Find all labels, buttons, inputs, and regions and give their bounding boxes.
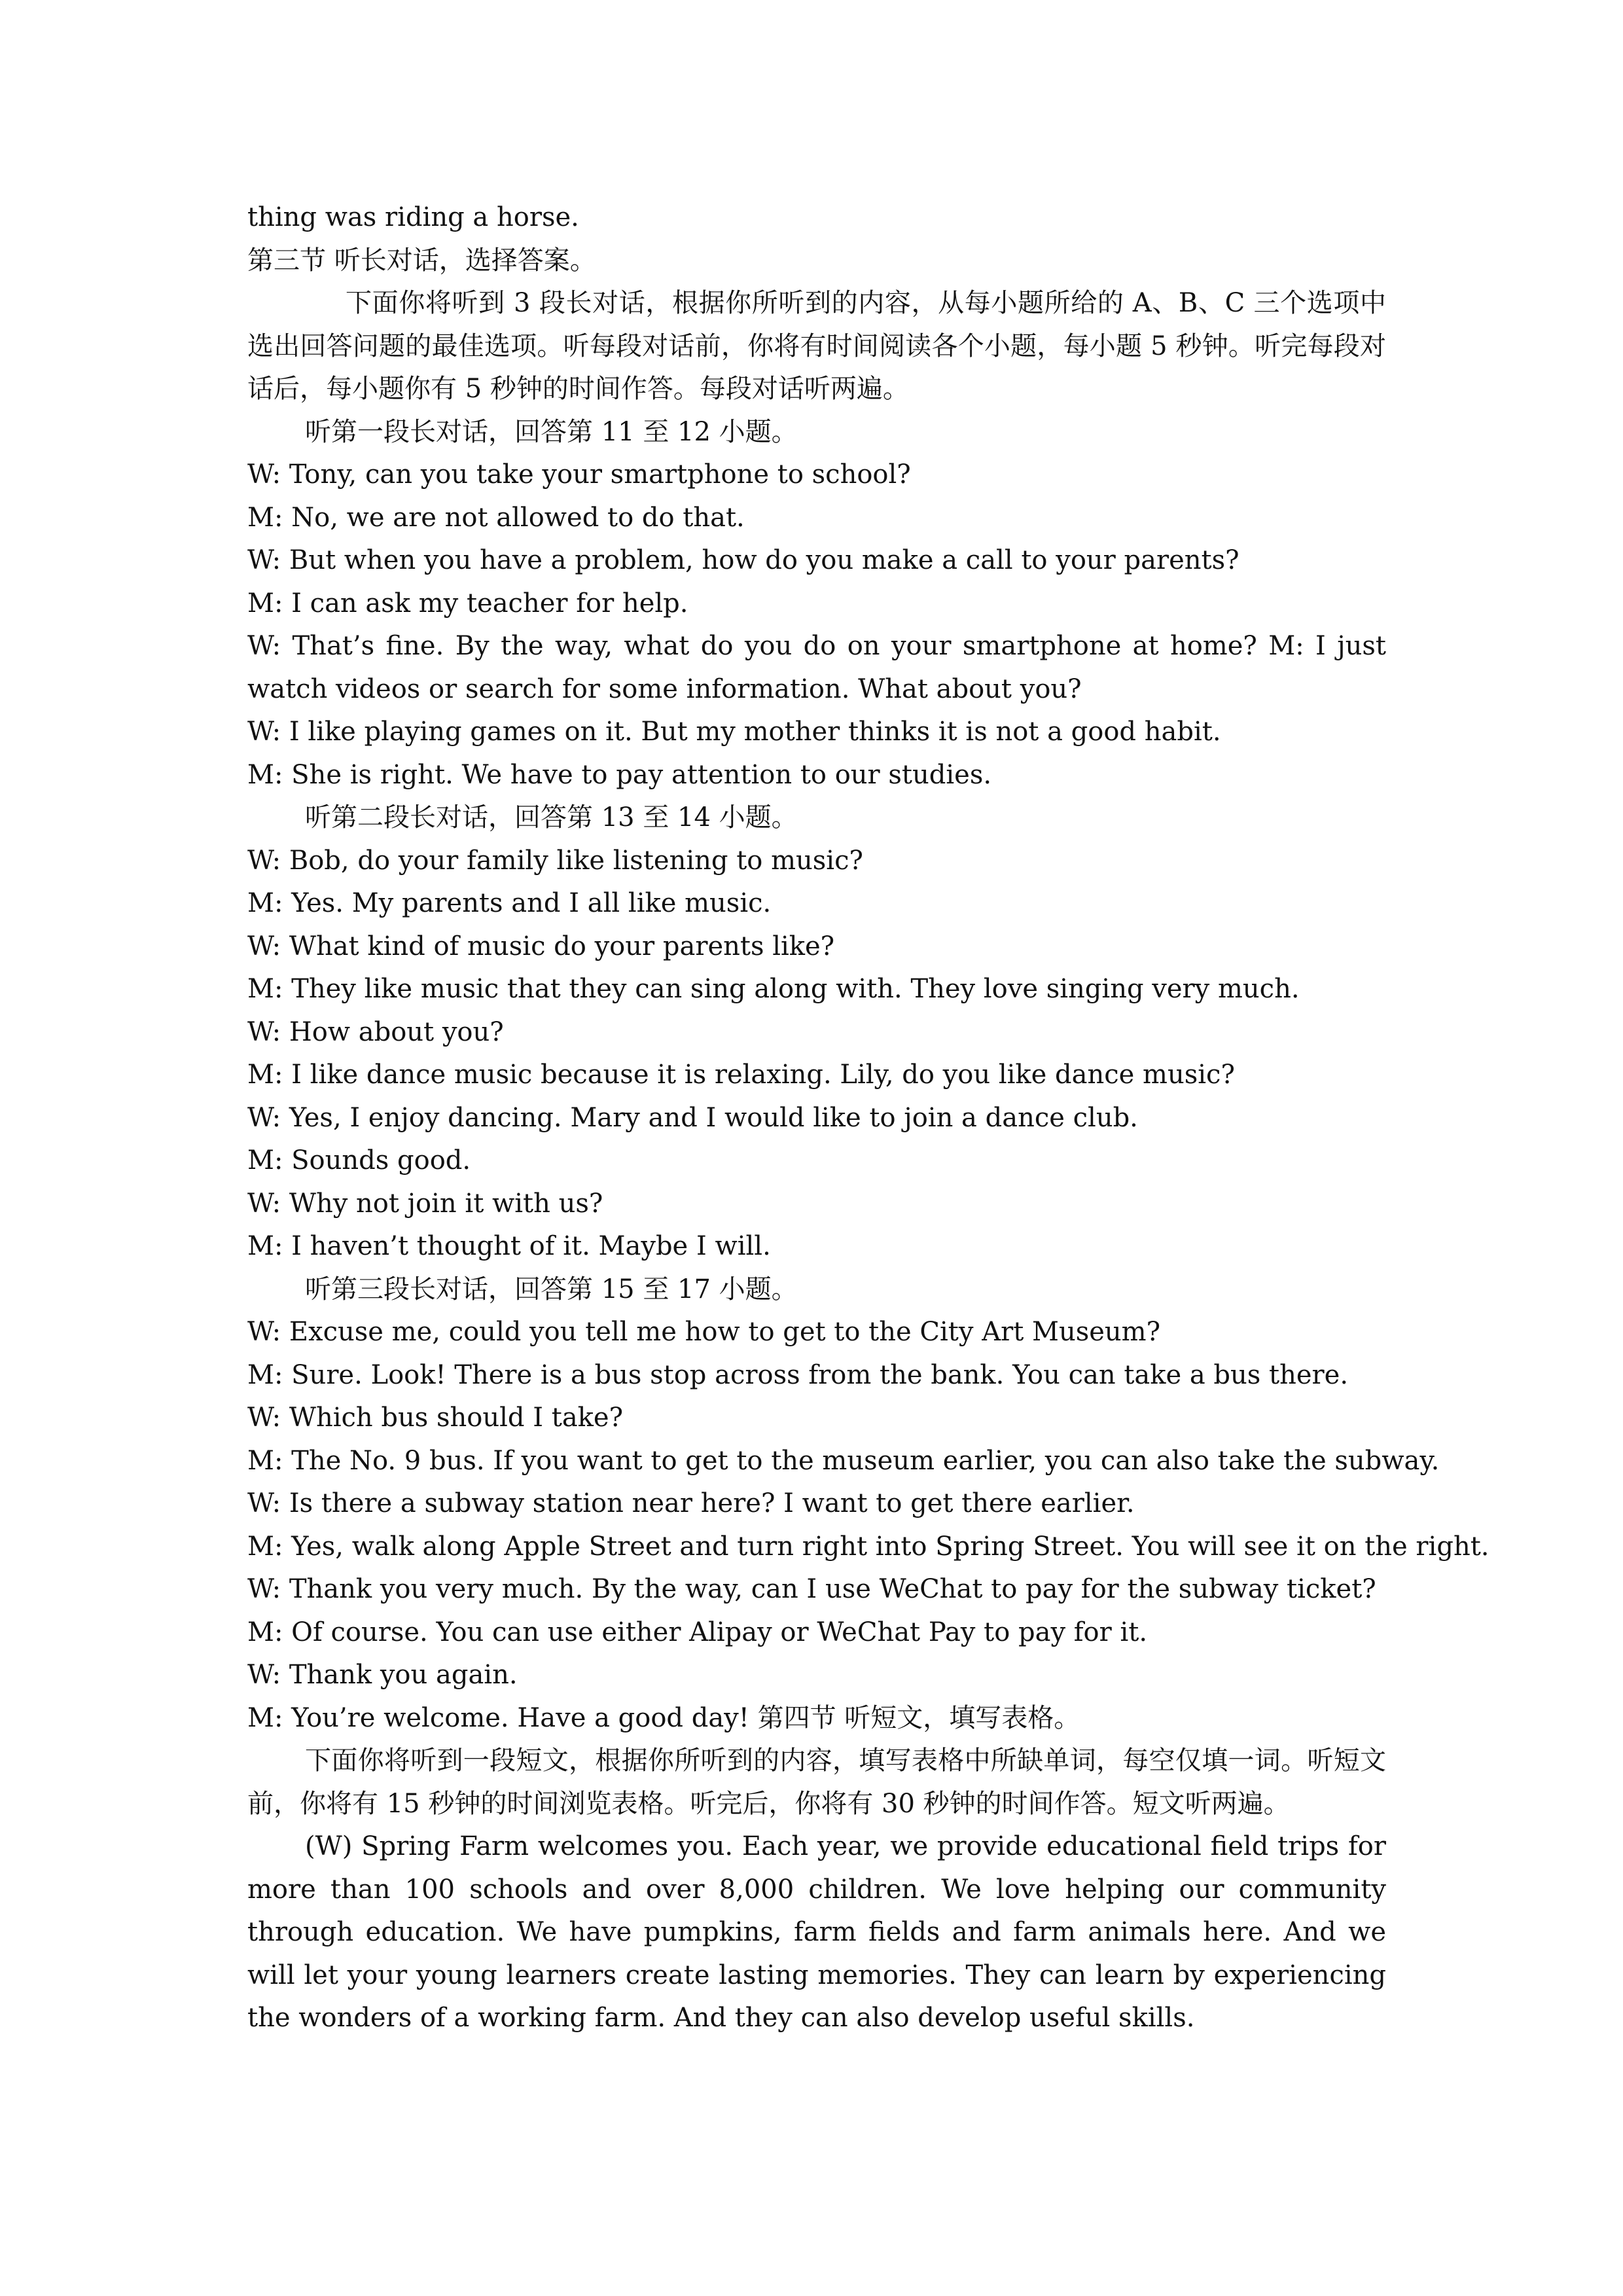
dialogue-line: M: I like dance music because it is relaxing. Lily, do you like dance music?	[247, 1060, 1235, 1090]
dialogue-line: W: I like playing games on it. But my mother thinks it is not a good habit.	[247, 717, 1221, 747]
document-page	[247, 196, 1489, 2040]
dialogue-line: W: Why not join it with us?	[247, 1188, 603, 1219]
dialogue-line: M: Yes, walk along Apple Street and turn right into Spring Street. You will see it on the right.	[247, 1531, 1489, 1562]
section-instructions: 下面你将听到 3 段长对话，根据你所听到的内容，从每小题所给的 A、B、C 三个选项中选出回答问题的最佳选项。听每段对话前，你将有时间阅读各个小题，每小题 5 秒钟。听完每段对话后，每小题你有 5 秒钟的时间作答。每段对话听两遍。	[247, 288, 1386, 404]
dialogue-line: W: Thank you very much. By the way, can I use WeChat to pay for the subway ticket?	[247, 1574, 1376, 1604]
passage-paragraph: (W) Spring Farm welcomes you. Each year, we provide educational field trips for more than 100 schools and over 8,000 children. We love helping our community through education. We have pumpkins, farm fields and farm animals here. And we will let your young learners create lasting memories. They can learn by experiencing the wonders of a working farm. And they can also develop useful skills.	[247, 1831, 1386, 2033]
dialogue-heading: 听第二段长对话，回答第 13 至 14 小题。	[305, 802, 798, 833]
dialogue-line: M: The No. 9 bus. If you want to get to the museum earlier, you can also take the subway.	[247, 1445, 1440, 1476]
dialogue-line: W: Is there a subway station near here? I want to get there earlier.	[247, 1488, 1135, 1518]
dialogue-line: M: I haven’t thought of it. Maybe I will.	[247, 1231, 771, 1261]
dialogue-line: M: You’re welcome. Have a good day! 第四节 听短文，填写表格。	[247, 1702, 1080, 1733]
dialogue-line: M: Sure. Look! There is a bus stop across from the bank. You can take a bus there.	[247, 1359, 1349, 1390]
dialogue-line: M: I can ask my teacher for help.	[247, 588, 688, 619]
dialogue-line: W: How about you?	[247, 1016, 504, 1047]
dialogue-heading: 听第一段长对话，回答第 11 至 12 小题。	[305, 416, 798, 447]
dialogue-line: W: Thank you again.	[247, 1660, 518, 1690]
dialogue-line: M: She is right. We have to pay attention to our studies.	[247, 759, 992, 790]
dialogue-line: W: Excuse me, could you tell me how to get to the City Art Museum?	[247, 1317, 1161, 1347]
dialogue-line: W: But when you have a problem, how do you make a call to your parents?	[247, 545, 1240, 575]
dialogue-line: W: What kind of music do your parents like?	[247, 931, 835, 961]
dialogue-line: W: Bob, do your family like listening to music?	[247, 845, 863, 876]
dialogue-heading: 听第三段长对话，回答第 15 至 17 小题。	[305, 1274, 798, 1304]
dialogue-line: M: Of course. You can use either Alipay or WeChat Pay to pay for it.	[247, 1617, 1148, 1647]
dialogue-line: M: No, we are not allowed to do that.	[247, 502, 745, 533]
dialogue-line: M: Yes. My parents and I all like music.	[247, 888, 772, 918]
dialogue-line: W: Yes, I enjoy dancing. Mary and I would like to join a dance club.	[247, 1102, 1138, 1133]
section-instructions: 下面你将听到一段短文，根据你所听到的内容，填写表格中所缺单词，每空仅填一词。听短文前，你将有 15 秒钟的时间浏览表格。听完后，你将有 30 秒钟的时间作答。短文听两遍。	[247, 1746, 1386, 1819]
text-line: thing was riding a horse.	[247, 202, 579, 232]
dialogue-line: W: That’s fine. By the way, what do you do on your smartphone at home? M: I just watch videos or search for some information. What about you?	[247, 631, 1386, 704]
section-heading: 第三节 听长对话，选择答案。	[247, 245, 596, 276]
dialogue-line: M: They like music that they can sing along with. They love singing very much.	[247, 974, 1300, 1004]
dialogue-line: W: Tony, can you take your smartphone to school?	[247, 459, 911, 490]
dialogue-line: M: Sounds good.	[247, 1145, 471, 1175]
dialogue-line: W: Which bus should I take?	[247, 1403, 624, 1433]
